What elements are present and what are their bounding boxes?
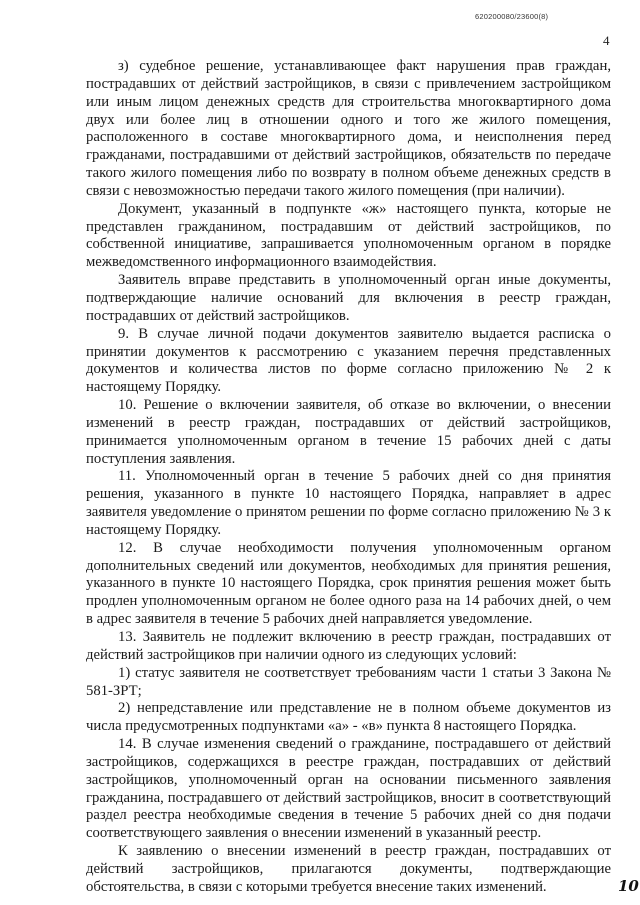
document-registration-code: 620200080/23600(8) — [475, 12, 549, 21]
paragraph-additional-documents: Заявитель вправе представить в уполномоченный орган иные документы, подтверждающие наличие оснований для включения в реестр граждан, пострадавших от действий застройщиков. — [86, 272, 611, 324]
paragraph-item-14: 14. В случае изменения сведений о гражданине, пострадавшего от действий застройщиков, содержащихся в реестре граждан, пострадавших от действий застройщиков, уполномоченный орган на основании письменного заявления гражданина, пострадавшего от действий застройщиков, вносит в соответствующий раздел реестра необходимые сведения в течение 5 рабочих дней со дня подачи соответствующего заявления о внесении изменений в указанный реестр. — [86, 736, 611, 842]
paragraph-item-10: 10. Решение о включении заявителя, об отказе во включении, о внесении изменений в реестр граждан, пострадавших от действий застройщиков, принимается уполномоченным органом в течение 15 рабочих дней с даты поступления заявления. — [86, 397, 611, 467]
paragraph-item-12: 12. В случае необходимости получения уполномоченным органом дополнительных сведений или документов, необходимых для принятия решения, указанного в пункте 10 настоящего Порядка, срок принятия решения может быть продлен уполномоченным органом не более одного раза на 14 рабочих дней, о чем в адрес заявителя в течение 5 рабочих дней направляется уведомление. — [86, 539, 611, 628]
paragraph-item-13-condition-2: 2) непредставление или представление не в полном объеме документов из числа предусмотренных подпунктами «а» - «в» пункта 8 настоящего Порядка. — [86, 700, 611, 735]
document-body — [86, 58, 611, 897]
paragraph-document-request: Документ, указанный в подпункте «ж» настоящего пункта, которые не представлен гражданином, пострадавшим от действий застройщиков, по собственной инициативе, запрашивается уполномоченным органом в порядке межведомственного информационного взаимодействия. — [86, 200, 611, 271]
paragraph-item-13-condition-1: 1) статус заявителя не соответствует требованиям части 1 статьи 3 Закона № 581-ЗРТ; — [86, 664, 611, 699]
handwritten-page-mark: 10 — [618, 877, 639, 895]
page-number: 4 — [603, 33, 610, 48]
paragraph-item-11: 11. Уполномоченный орган в течение 5 рабочих дней со дня принятия решения, указанного в пункте 10 настоящего Порядка, направляет в адрес заявителя уведомление о принятом решении по форме согласно приложению № 3 к настоящему Порядку. — [86, 468, 611, 538]
paragraph-item-13: 13. Заявитель не подлежит включению в реестр граждан, пострадавших от действий застройщиков при наличии одного из следующих условий: — [86, 629, 611, 663]
paragraph-subpoint-z: з) судебное решение, устанавливающее факт нарушения прав граждан, пострадавших от действий застройщиков, в связи с привлечением застройщиком или иным лицом денежных средств для строительства многоквартирного дома двух или более лиц в отношении одного и того же жилого помещения, расположенного в составе многоквартирного дома, и неисполнения перед гражданами, пострадавшими от действий застройщиков, обязательств по передаче такого жилого помещения либо по возврату в полном объеме денежных средств в связи с невозможностью передачи такого жилого помещения (при наличии). — [86, 58, 611, 199]
paragraph-item-9: 9. В случае личной подачи документов заявителю выдается расписка о принятии документов к рассмотрению с указанием перечня представленных документов и количества листов по форме согласно приложению № 2 к настоящему Порядку. — [86, 325, 611, 396]
paragraph-changes-attachments: К заявлению о внесении изменений в реестр граждан, пострадавших от действий застройщиков, прилагаются документы, подтверждающие обстоятельства, в связи с которыми требуется внесение таких изменений. — [86, 843, 611, 895]
